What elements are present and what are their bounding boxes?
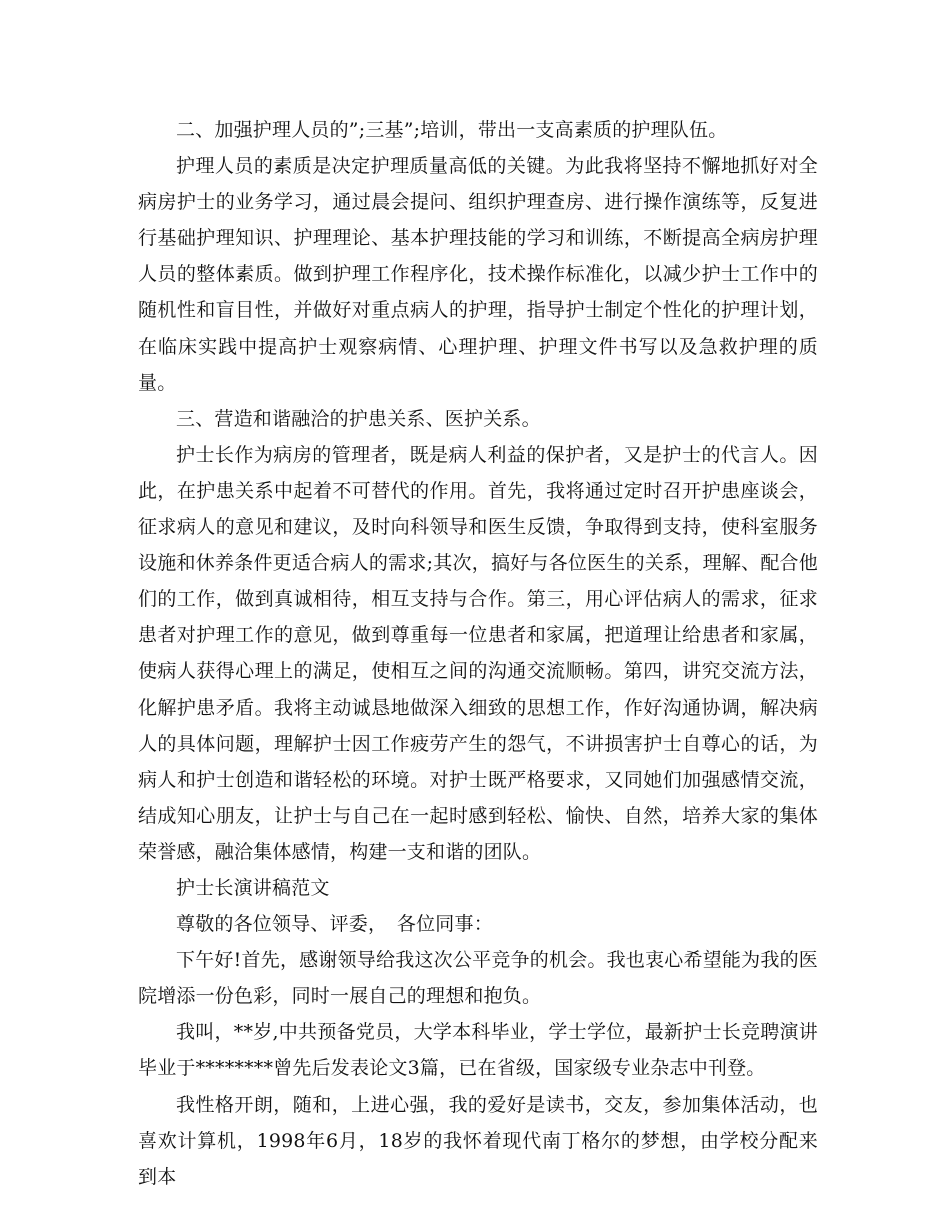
paragraph-nurse-patient-relations: 护士长作为病房的管理者，既是病人利益的保护者，又是护士的代言人。因此，在护患关系中起着不可替代的作用。首先，我将通过定时召开护患座谈会，征求病人的意见和建议，及时向科领导和医生反馈，争取得到支持，使科室服务设施和休养条件更适合病人的需求;其次，搞好与各位医生的关系，理解、配合他们的工作，做到真诚相待，相互支持与合作。第三，用心评估病人的需求，征求患者对护理工作的意见，做到尊重每一位患者和家属，把道理让给患者和家属，使病人获得心理上的满足，使相互之间的沟通交流顺畅。第四，讲究交流方法，化解护患矛盾。我将主动诚恳地做深入细致的思想工作，作好沟通协调，解决病人的具体问题，理解护士因工作疲劳产生的怨气，不讲损害护士自尊心的话，为病人和护士创造和谐轻松的环境。对护士既严格要求，又同她们加强感情交流，结成知心朋友，让护士与自己在一起时感到轻松、愉快、自然，培养大家的集体荣誉感，融洽集体感情，构建一支和谐的团队。 <box>138 443 818 863</box>
speech-title: 护士长演讲稿范文 <box>176 876 330 899</box>
paragraph-nurse-quality: 护理人员的素质是决定护理质量高低的关键。为此我将坚持不懈地抓好对全病房护士的业务学习，通过晨会提问、组织护理查房、进行操作演练等，反复进行基础护理知识、护理理论、基本护理技能的学习和训练，不断提高全病房护理人员的整体素质。做到护理工作程序化，技术操作标准化，以减少护士工作中的随机性和盲目性，并做好对重点病人的护理，指导护士制定个性化的护理计划，在临床实践中提高护士观察病情、心理护理、护理文件书写以及急救护理的质量。 <box>138 155 818 394</box>
paragraph-personality: 我性格开朗，随和，上进心强，我的爱好是读书，交友，参加集体活动，也喜欢计算机，1998年6月，18岁的我怀着现代南丁格尔的梦想，由学校分配来到本 <box>138 1093 818 1188</box>
section-heading-2: 二、加强护理人员的”;三基”;培训，带出一支高素质的护理队伍。 <box>176 119 728 141</box>
paragraph-greeting: 下午好!首先，感谢领导给我这次公平竞争的机会。我也衷心希望能为我的医院增添一份色彩，同时一展自己的理想和抱负。 <box>138 949 818 1008</box>
section-heading-3: 三、营造和谐融洽的护患关系、医护关系。 <box>176 407 541 430</box>
paragraph-self-introduction: 我叫，**岁,中共预备党员，大学本科毕业，学士学位，最新护士长竞聘演讲毕业于********曾先后发表论文3篇，已在省级，国家级专业杂志中刊登。 <box>138 1021 818 1080</box>
document-body <box>138 112 818 1195</box>
salutation: 尊敬的各位领导、评委， 各位同事： <box>176 913 493 936</box>
